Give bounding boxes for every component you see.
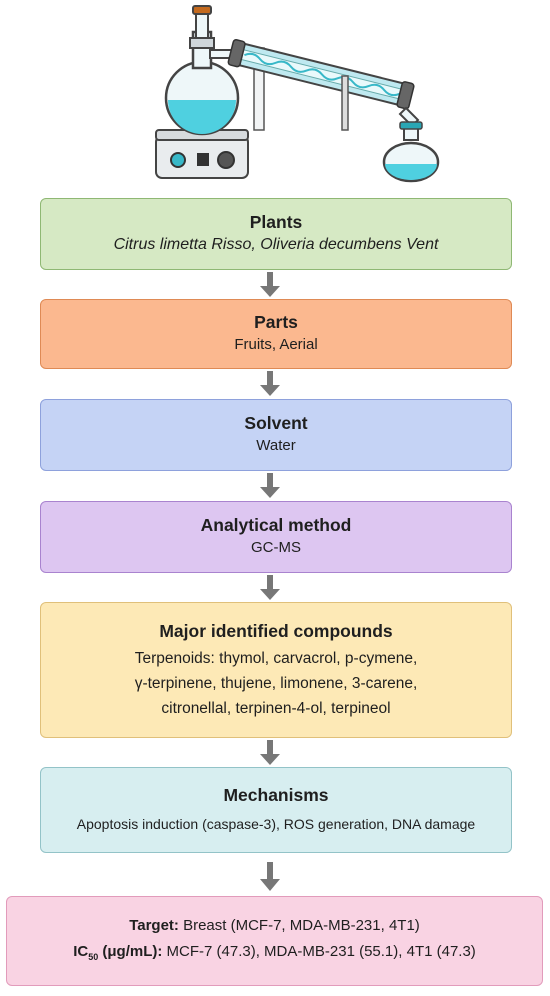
parts-box (40, 299, 512, 369)
compounds-title: Major identified compounds (159, 620, 393, 641)
compounds-box (40, 602, 512, 738)
down-arrow-icon (259, 575, 281, 601)
compounds-line: Terpenoids: thymol, carvacrol, p-cymene, (134, 649, 418, 667)
down-arrow-icon (259, 371, 281, 397)
compounds-line: citronellal, terpinen-4-ol, terpineol (161, 699, 391, 717)
method-title: Analytical method (200, 515, 352, 535)
solvent-text: Water (256, 437, 296, 454)
distillation-apparatus-icon (150, 2, 440, 188)
parts-title: Parts (254, 312, 298, 332)
analytical-method-box (40, 501, 512, 573)
ic50-value: MCF-7 (47.3), MDA-MB-231 (55.1), 4T1 (47.3) (166, 942, 476, 960)
down-arrow-icon (259, 473, 281, 499)
solvent-title: Solvent (244, 413, 308, 433)
plants-title: Plants (249, 212, 303, 232)
down-arrow-icon (259, 862, 281, 892)
plants-text: Citrus limetta Risso, Oliveria decumbens Vent (113, 236, 439, 253)
compounds-line: γ-terpinene, thujene, limonene, 3-carene, (134, 674, 418, 692)
ic50-line (73, 939, 476, 970)
parts-text: Fruits, Aerial (234, 336, 318, 353)
target-box (6, 896, 543, 986)
mechanisms-box (40, 767, 512, 853)
target-line (129, 913, 420, 939)
target-label: Target: (129, 916, 179, 934)
target-value: Breast (MCF-7, MDA-MB-231, 4T1) (183, 916, 420, 934)
down-arrow-icon (259, 740, 281, 766)
ic50-label: $IC_{50}$ (μg/mL): (73, 942, 163, 962)
mechanisms-text: Apoptosis induction (caspase-3), ROS generation, DNA damage (76, 816, 476, 832)
plants-box (40, 198, 512, 270)
solvent-box (40, 399, 512, 471)
method-text: GC-MS (251, 539, 301, 556)
down-arrow-icon (259, 272, 281, 298)
mechanisms-title: Mechanisms (223, 785, 329, 805)
